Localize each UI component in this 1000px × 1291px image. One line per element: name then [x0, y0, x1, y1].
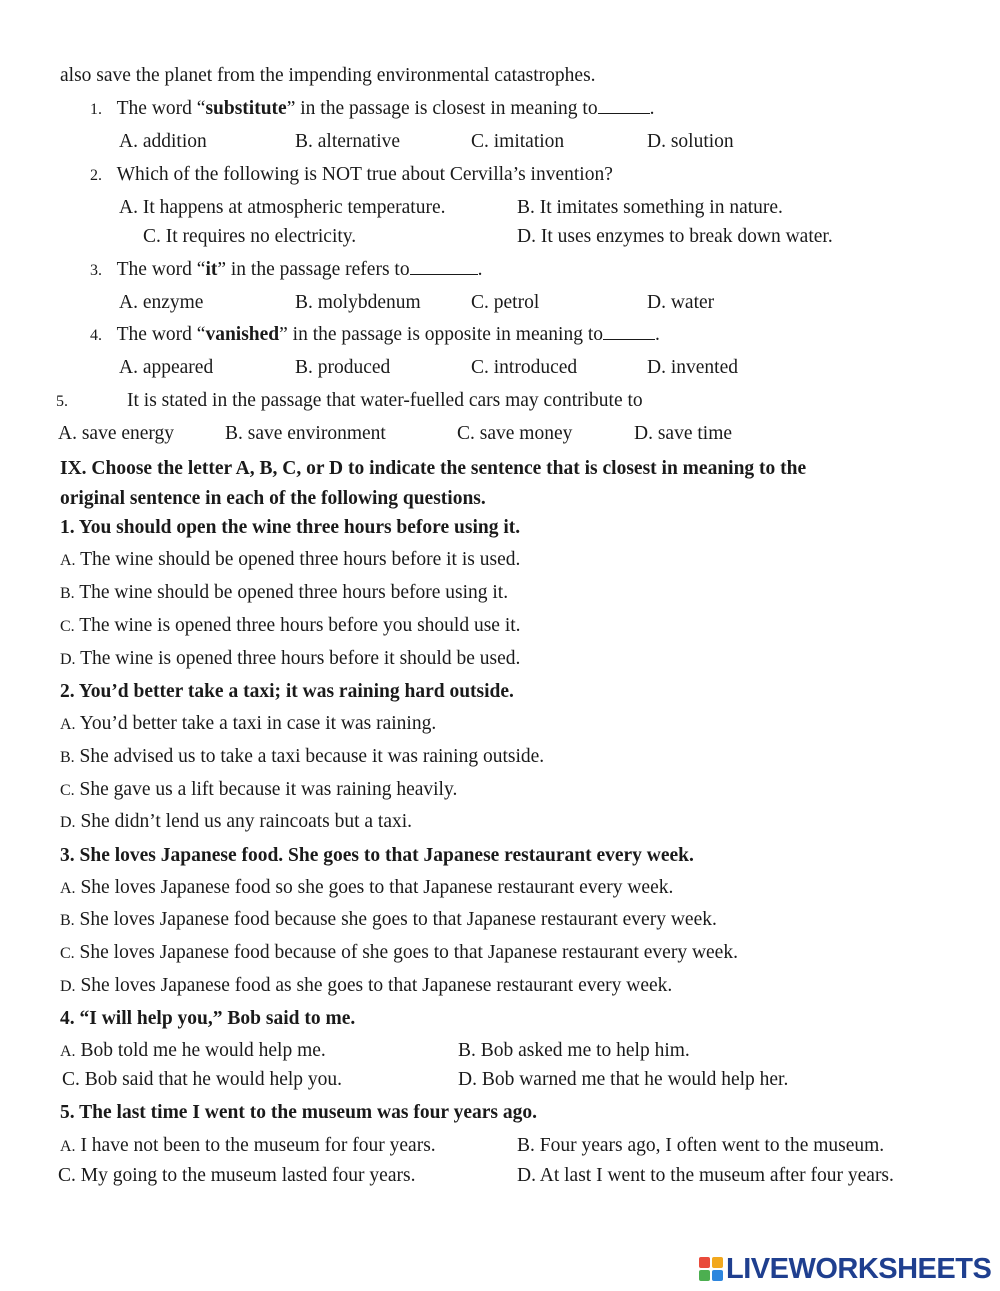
question-text-pre: The word “: [116, 259, 206, 280]
question-stem: 5. The last time I went to the museum was four years ago.: [60, 1102, 537, 1123]
option-text: I have not been to the museum for four years.: [80, 1135, 436, 1156]
intro-line: also save the planet from the impending environmental catastrophes.: [60, 65, 596, 86]
option-a[interactable]: A. appeared: [119, 357, 214, 378]
question-number: 2.: [90, 167, 102, 184]
option-d[interactable]: D. It uses enzymes to break down water.: [517, 226, 833, 247]
option-a[interactable]: [60, 878, 673, 898]
question-end: .: [477, 259, 483, 280]
question-text-post: ” in the passage is opposite in meaning to: [279, 324, 603, 345]
option-letter: C.: [60, 945, 75, 962]
option-letter: C.: [60, 782, 75, 799]
question-number: 4.: [90, 327, 102, 344]
question-3: [90, 260, 482, 280]
question-stem: 4. “I will help you,” Bob said to me.: [60, 1008, 356, 1029]
option-b[interactable]: B. save environment: [225, 423, 386, 444]
answer-blank[interactable]: [598, 112, 650, 114]
option-text: She loves Japanese food so she goes to that Japanese restaurant every week.: [80, 877, 674, 898]
option-c[interactable]: C. Bob said that he would help you.: [62, 1069, 343, 1090]
question-5-text: It is stated in the passage that water-fuelled cars may contribute to: [127, 390, 643, 411]
option-c[interactable]: C. petrol: [471, 292, 540, 313]
option-c[interactable]: C. My going to the museum lasted four years.: [58, 1165, 416, 1186]
option-c[interactable]: C. save money: [457, 423, 573, 444]
option-letter: D.: [60, 978, 76, 995]
logo-tile: [712, 1257, 723, 1268]
option-text: She loves Japanese food because of she goes to that Japanese restaurant every week.: [79, 942, 738, 963]
logo-tile: [712, 1270, 723, 1281]
option-b[interactable]: B. Bob asked me to help him.: [458, 1040, 690, 1061]
keyword: vanished: [205, 324, 280, 345]
question-number: 5.: [56, 393, 68, 410]
option-text: She loves Japanese food as she goes to that Japanese restaurant every week.: [80, 975, 673, 996]
option-letter: D.: [60, 651, 76, 668]
option-c[interactable]: [60, 780, 457, 800]
logo-tile: [699, 1257, 710, 1268]
option-letter: A.: [60, 880, 76, 897]
option-letter: A.: [60, 552, 76, 569]
option-text: Bob told me he would help me.: [80, 1040, 326, 1061]
option-a[interactable]: A. addition: [119, 131, 207, 152]
option-d[interactable]: D. water: [647, 292, 715, 313]
question-end: .: [649, 98, 655, 119]
question-text-pre: The word “: [116, 98, 206, 119]
option-b[interactable]: [60, 910, 717, 930]
option-text: She gave us a lift because it was raining heavily.: [79, 779, 458, 800]
option-b[interactable]: B. It imitates something in nature.: [517, 197, 783, 218]
option-a[interactable]: [60, 714, 436, 734]
question-number: 3.: [90, 262, 102, 279]
logo-text: LIVEWORKSHEETS: [726, 1252, 992, 1285]
option-letter: C.: [60, 618, 75, 635]
answer-blank[interactable]: [603, 338, 655, 340]
option-d[interactable]: D. save time: [634, 423, 733, 444]
question-number: 1.: [90, 101, 102, 118]
option-letter: B.: [60, 912, 75, 929]
option-letter: B.: [60, 749, 75, 766]
logo-tile: [699, 1270, 710, 1281]
option-letter: D.: [60, 814, 76, 831]
question-stem: 3. She loves Japanese food. She goes to that Japanese restaurant every week.: [60, 845, 694, 866]
liveworksheets-icon: [699, 1257, 723, 1281]
option-text: The wine should be opened three hours before it is used.: [80, 549, 521, 570]
option-text: You’d better take a taxi in case it was raining.: [79, 713, 437, 734]
option-d[interactable]: D. solution: [647, 131, 734, 152]
option-d[interactable]: D. At last I went to the museum after four years.: [517, 1165, 894, 1186]
option-a[interactable]: A. enzyme: [119, 292, 204, 313]
option-b[interactable]: [60, 747, 544, 767]
option-a[interactable]: A. It happens at atmospheric temperature.: [119, 197, 446, 218]
option-b[interactable]: B. Four years ago, I often went to the museum.: [517, 1135, 885, 1156]
option-a[interactable]: [60, 550, 520, 570]
option-d[interactable]: [60, 976, 672, 996]
option-text: The wine is opened three hours before it should be used.: [80, 648, 521, 669]
option-b[interactable]: [60, 583, 508, 603]
option-d[interactable]: D. invented: [647, 357, 738, 378]
option-c[interactable]: C. imitation: [471, 131, 565, 152]
option-a[interactable]: [60, 1041, 326, 1061]
question-text: Which of the following is NOT true about Cervilla’s invention?: [116, 164, 613, 185]
keyword: it: [205, 259, 218, 280]
question-end: .: [655, 324, 660, 345]
option-text: She loves Japanese food because she goes to that Japanese restaurant every week.: [79, 909, 717, 930]
option-b[interactable]: B. produced: [295, 357, 391, 378]
option-text: The wine should be opened three hours before using it.: [79, 582, 509, 603]
option-text: She didn’t lend us any raincoats but a taxi.: [80, 811, 413, 832]
option-letter: A.: [60, 1138, 76, 1155]
option-letter: A.: [60, 716, 76, 733]
option-c[interactable]: C. introduced: [471, 357, 578, 378]
question-4: [90, 325, 660, 345]
answer-blank[interactable]: [410, 273, 478, 275]
option-d[interactable]: D. Bob warned me that he would help her.: [458, 1069, 789, 1090]
question-stem: 1. You should open the wine three hours before using it.: [60, 517, 521, 538]
option-d[interactable]: [60, 812, 412, 832]
option-c[interactable]: C. It requires no electricity.: [143, 226, 357, 247]
liveworksheets-logo[interactable]: [699, 1253, 991, 1285]
question-2: [90, 165, 613, 185]
option-c[interactable]: [60, 943, 738, 963]
option-b[interactable]: B. alternative: [295, 131, 401, 152]
question-text-pre: The word “: [116, 324, 206, 345]
question-text-post: ” in the passage is closest in meaning to: [286, 98, 598, 119]
option-letter: B.: [60, 585, 75, 602]
option-a[interactable]: A. save energy: [58, 423, 175, 444]
option-text: The wine is opened three hours before you should use it.: [79, 615, 521, 636]
option-a[interactable]: [60, 1136, 436, 1156]
question-text-post: ” in the passage refers to: [217, 259, 410, 280]
option-b[interactable]: B. molybdenum: [295, 292, 421, 313]
section-heading-cont: original sentence in each of the following questions.: [60, 488, 486, 509]
question-1: [90, 99, 654, 119]
option-c[interactable]: [60, 616, 521, 636]
option-letter: A.: [60, 1043, 76, 1060]
section-heading: IX. Choose the letter A, B, C, or D to indicate the sentence that is closest in meaning to the: [60, 458, 807, 479]
option-d[interactable]: [60, 649, 520, 669]
option-text: She advised us to take a taxi because it was raining outside.: [79, 746, 545, 767]
question-stem: 2. You’d better take a taxi; it was raining hard outside.: [60, 681, 514, 702]
keyword: substitute: [205, 98, 287, 119]
